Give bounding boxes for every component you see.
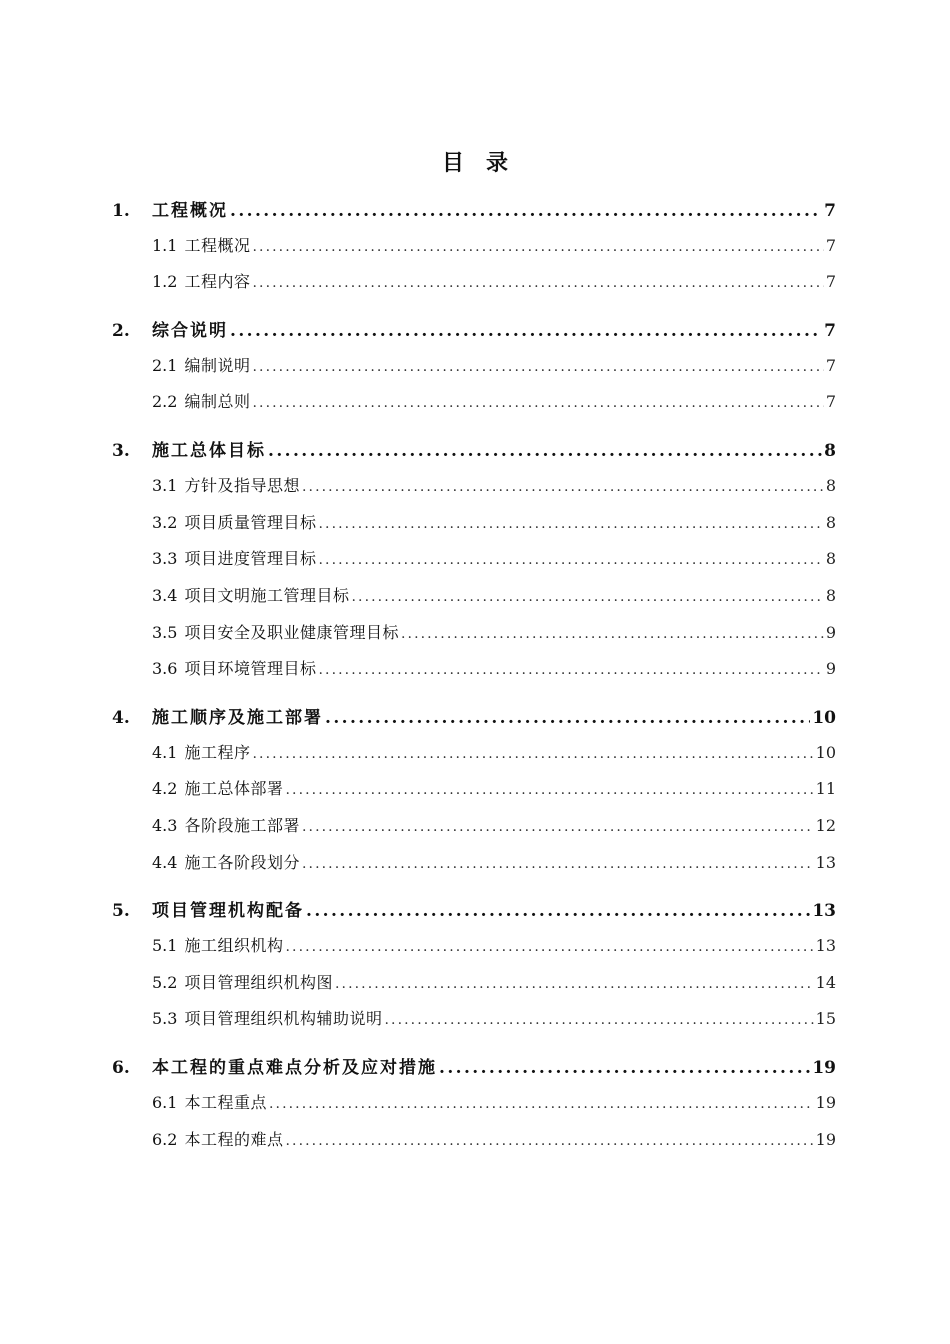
- dot-leader: [252, 359, 823, 375]
- subsection-number: 3.2: [152, 512, 178, 532]
- page-number: 8: [825, 585, 836, 605]
- dot-leader: [252, 239, 823, 255]
- toc-subsection-entry[interactable]: [112, 269, 836, 306]
- dot-leader: [335, 976, 814, 992]
- subsection-number: 3.6: [152, 659, 178, 679]
- section-title: 本工程的重点难点分析及应对措施: [152, 1058, 437, 1079]
- subsection-number: 4.1: [152, 742, 178, 762]
- dot-leader: [252, 746, 813, 762]
- dot-leader: [318, 662, 823, 678]
- subsection-number: 3.4: [152, 585, 178, 605]
- subsection-number: 5.2: [152, 972, 178, 992]
- section-title: 施工顺序及施工部署: [152, 707, 323, 728]
- page-number: 10: [812, 707, 836, 728]
- toc-section-entry[interactable]: [112, 1053, 836, 1090]
- subsection-title: 工程概况: [184, 235, 251, 255]
- subsection-number: 3.5: [152, 622, 178, 642]
- toc-subsection-entry[interactable]: [112, 933, 836, 970]
- page-number: 19: [815, 1129, 836, 1149]
- subsection-title: 方针及指导思想: [184, 475, 300, 495]
- section-title: 施工总体目标: [152, 441, 266, 462]
- subsection-title: 项目文明施工管理目标: [184, 585, 350, 605]
- toc-section-entry[interactable]: [112, 196, 836, 233]
- toc-subsection-entry[interactable]: [112, 1006, 836, 1043]
- page-number: 8: [825, 549, 836, 569]
- toc-section-entry[interactable]: [112, 436, 836, 473]
- dot-leader: [401, 626, 824, 642]
- page-number: 13: [815, 852, 836, 872]
- page-number: 7: [824, 201, 836, 221]
- subsection-title: 编制总则: [184, 392, 251, 412]
- dot-leader: [230, 201, 822, 221]
- dot-leader: [230, 321, 822, 341]
- section-number: 6.: [112, 1058, 130, 1079]
- subsection-title: 本工程重点: [184, 1092, 267, 1112]
- page-number: 7: [825, 392, 836, 412]
- dot-leader: [302, 479, 824, 495]
- toc-subsection-entry[interactable]: [112, 740, 836, 777]
- subsection-title: 项目管理组织机构辅助说明: [184, 1009, 383, 1029]
- toc-subsection-entry[interactable]: [112, 546, 836, 583]
- subsection-title: 项目环境管理目标: [184, 659, 317, 679]
- page-number: 14: [815, 972, 836, 992]
- page-number: 7: [825, 235, 836, 255]
- toc-subsection-entry[interactable]: [112, 353, 836, 390]
- section-number: 5.: [112, 901, 130, 922]
- subsection-title: 施工组织机构: [184, 936, 284, 956]
- page-number: 10: [815, 742, 836, 762]
- subsection-title: 项目进度管理目标: [184, 549, 317, 569]
- page-number: 19: [815, 1092, 836, 1112]
- toc-subsection-entry[interactable]: [112, 583, 836, 620]
- toc-title: 目录: [441, 150, 530, 176]
- subsection-number: 6.1: [152, 1092, 178, 1112]
- toc-subsection-entry[interactable]: [112, 776, 836, 813]
- page-number: 8: [825, 512, 836, 532]
- subsection-number: 2.2: [152, 392, 178, 412]
- dot-leader: [285, 1133, 813, 1149]
- subsection-title: 本工程的难点: [184, 1129, 284, 1149]
- subsection-title: 项目质量管理目标: [184, 512, 317, 532]
- table-of-contents: [112, 196, 836, 1163]
- toc-subsection-entry[interactable]: [112, 620, 836, 657]
- toc-subsection-entry[interactable]: [112, 1090, 836, 1127]
- subsection-number: 1.2: [152, 272, 178, 292]
- dot-leader: [306, 901, 810, 921]
- dot-leader: [318, 516, 823, 532]
- toc-subsection-entry[interactable]: [112, 970, 836, 1007]
- subsection-number: 4.3: [152, 816, 178, 835]
- page-number: 9: [825, 622, 836, 642]
- subsection-title: 项目管理组织机构图: [184, 972, 333, 992]
- dot-leader: [269, 1096, 814, 1112]
- toc-subsection-entry[interactable]: [112, 233, 836, 270]
- page-number: 7: [825, 355, 836, 375]
- section-number: 1.: [112, 201, 130, 221]
- toc-subsection-entry[interactable]: [112, 656, 836, 693]
- subsection-title: 施工总体部署: [184, 779, 284, 799]
- dot-leader: [252, 395, 823, 411]
- page-number: 13: [815, 936, 836, 956]
- dot-leader: [302, 856, 814, 872]
- dot-leader: [351, 589, 823, 605]
- page-number: 9: [825, 659, 836, 679]
- page-number: 15: [815, 1009, 836, 1029]
- toc-subsection-entry[interactable]: [112, 510, 836, 547]
- dot-leader: [384, 1012, 813, 1028]
- dot-leader: [318, 552, 823, 568]
- subsection-number: 2.1: [152, 355, 178, 375]
- dot-leader: [439, 1058, 810, 1078]
- section-number: 3.: [112, 441, 130, 462]
- toc-subsection-entry[interactable]: [112, 473, 836, 510]
- toc-subsection-entry[interactable]: [112, 1127, 836, 1164]
- dot-leader: [325, 708, 810, 728]
- subsection-number: 3.1: [152, 475, 178, 495]
- page-number: 7: [825, 272, 836, 292]
- section-title: 项目管理机构配备: [152, 901, 304, 922]
- subsection-title: 编制说明: [184, 355, 251, 375]
- dot-leader: [285, 939, 813, 955]
- section-title: 综合说明: [152, 321, 228, 342]
- page-number: 8: [824, 441, 836, 462]
- page-number: 13: [812, 901, 836, 922]
- dot-leader: [285, 782, 813, 798]
- subsection-number: 5.3: [152, 1009, 178, 1029]
- toc-subsection-entry[interactable]: [112, 813, 836, 850]
- subsection-number: 4.4: [152, 852, 178, 872]
- toc-section-entry[interactable]: [112, 316, 836, 353]
- subsection-number: 3.3: [152, 549, 178, 569]
- page-number: 7: [824, 321, 836, 342]
- subsection-title: 各阶段施工部署: [184, 816, 300, 835]
- subsection-title: 施工各阶段划分: [184, 852, 300, 872]
- subsection-title: 项目安全及职业健康管理目标: [184, 622, 399, 642]
- section-number: 2.: [112, 321, 130, 342]
- page-number: 19: [812, 1058, 836, 1079]
- subsection-number: 5.1: [152, 936, 178, 956]
- dot-leader: [268, 441, 822, 461]
- toc-section-entry[interactable]: [112, 896, 836, 933]
- dot-leader: [252, 275, 823, 291]
- section-number: 4.: [112, 707, 130, 728]
- page-number: 12: [815, 816, 836, 835]
- section-title: 工程概况: [152, 201, 228, 221]
- page-number: 8: [825, 475, 836, 495]
- toc-section-entry[interactable]: [112, 703, 836, 740]
- subsection-title: 施工程序: [184, 742, 251, 762]
- toc-subsection-entry[interactable]: [112, 389, 836, 426]
- subsection-title: 工程内容: [184, 272, 251, 292]
- subsection-number: 6.2: [152, 1129, 178, 1149]
- toc-subsection-entry[interactable]: [112, 850, 836, 887]
- dot-leader: [302, 819, 814, 835]
- subsection-number: 1.1: [152, 235, 178, 255]
- page-number: 11: [815, 779, 836, 799]
- subsection-number: 4.2: [152, 779, 178, 799]
